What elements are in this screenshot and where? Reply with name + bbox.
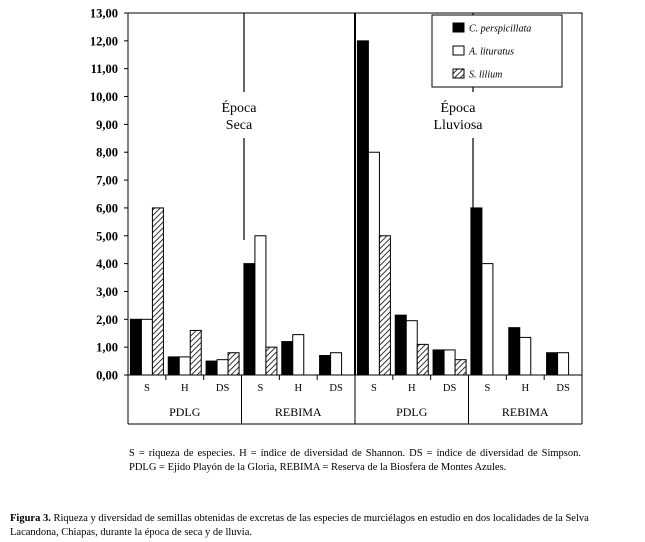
bar	[217, 360, 228, 375]
category-label: DS	[215, 383, 230, 394]
bar	[255, 236, 266, 375]
bar	[509, 328, 520, 375]
season-label: Seca	[225, 118, 253, 133]
category-label: S	[484, 383, 491, 394]
y-tick-label: 4,00	[96, 257, 118, 272]
bar	[320, 356, 331, 375]
legend-swatch	[453, 46, 464, 55]
category-label: DS	[556, 383, 570, 394]
bar	[331, 353, 342, 375]
season-label: Época	[221, 101, 257, 116]
bar	[190, 330, 201, 375]
bar	[547, 353, 558, 375]
bar	[558, 353, 569, 375]
y-tick-label: 7,00	[96, 173, 118, 188]
category-label: S	[143, 383, 150, 394]
bar	[433, 350, 444, 375]
bar	[244, 264, 255, 375]
category-label: H	[180, 383, 189, 394]
y-tick-label: 3,00	[96, 284, 118, 299]
y-tick-label: 2,00	[96, 312, 118, 327]
bar	[141, 319, 152, 375]
bar	[406, 321, 417, 375]
category-label: S	[257, 383, 264, 394]
bar	[293, 335, 304, 375]
figure-caption-label: Figura 3.	[10, 513, 51, 524]
y-tick-label: 1,00	[96, 340, 118, 355]
bar	[357, 41, 368, 375]
bar	[228, 353, 239, 375]
location-label: PDLG	[169, 405, 201, 419]
y-tick-label: 9,00	[96, 117, 118, 132]
y-tick-label: 10,00	[89, 90, 118, 105]
figure-caption-text: Riqueza y diversidad de semillas obtenidas de excretas de las especies de murciélagos en estudio en dos localidades de la Selva Lacandona, Chiapas, durante la época de seca y de lluvia.	[10, 513, 589, 538]
legend-swatch	[453, 69, 464, 78]
bar	[368, 152, 379, 375]
season-label: Época	[440, 101, 476, 116]
bar	[417, 344, 428, 375]
legend-swatch	[453, 23, 464, 32]
bar	[206, 361, 217, 375]
bar	[168, 357, 179, 375]
chart-note: S = riqueza de especies. H = índice de diversidad de Shannon. DS = índice de diversidad de Simpson. PDLG = Ejido Playón de la Gloria, REBIMA = Reserva de la Biosfera de Montes Azules.	[129, 448, 581, 473]
bar	[266, 347, 277, 375]
location-label: REBIMA	[501, 405, 549, 419]
y-tick-label: 8,00	[96, 145, 118, 160]
figure-caption	[10, 512, 640, 540]
bar	[152, 208, 163, 375]
location-label: PDLG	[396, 405, 428, 419]
legend-entry: A. lituratus	[469, 46, 515, 58]
bar	[395, 315, 406, 375]
legend-entry: C. perspicillata	[469, 23, 532, 35]
bar	[130, 319, 141, 375]
bar	[520, 337, 531, 375]
bar	[379, 236, 390, 375]
legend-entry: S. lilium	[469, 69, 503, 81]
category-label: H	[407, 383, 416, 394]
y-tick-label: 11,00	[90, 62, 118, 77]
category-label: H	[521, 383, 530, 394]
y-tick-label: 13,00	[89, 6, 118, 21]
bar	[482, 264, 493, 375]
y-tick-label: 5,00	[96, 229, 118, 244]
y-tick-label: 6,00	[96, 201, 118, 216]
category-label: DS	[329, 383, 343, 394]
category-label: S	[370, 383, 377, 394]
category-label: H	[294, 383, 303, 394]
category-label: DS	[442, 383, 457, 394]
bar	[179, 357, 190, 375]
bar	[444, 350, 455, 375]
y-tick-label: 12,00	[89, 34, 118, 49]
y-tick-label: 0,00	[96, 368, 118, 383]
season-label: Lluviosa	[433, 118, 483, 133]
bar	[455, 360, 466, 375]
bar	[282, 342, 293, 375]
location-label: REBIMA	[274, 405, 322, 419]
